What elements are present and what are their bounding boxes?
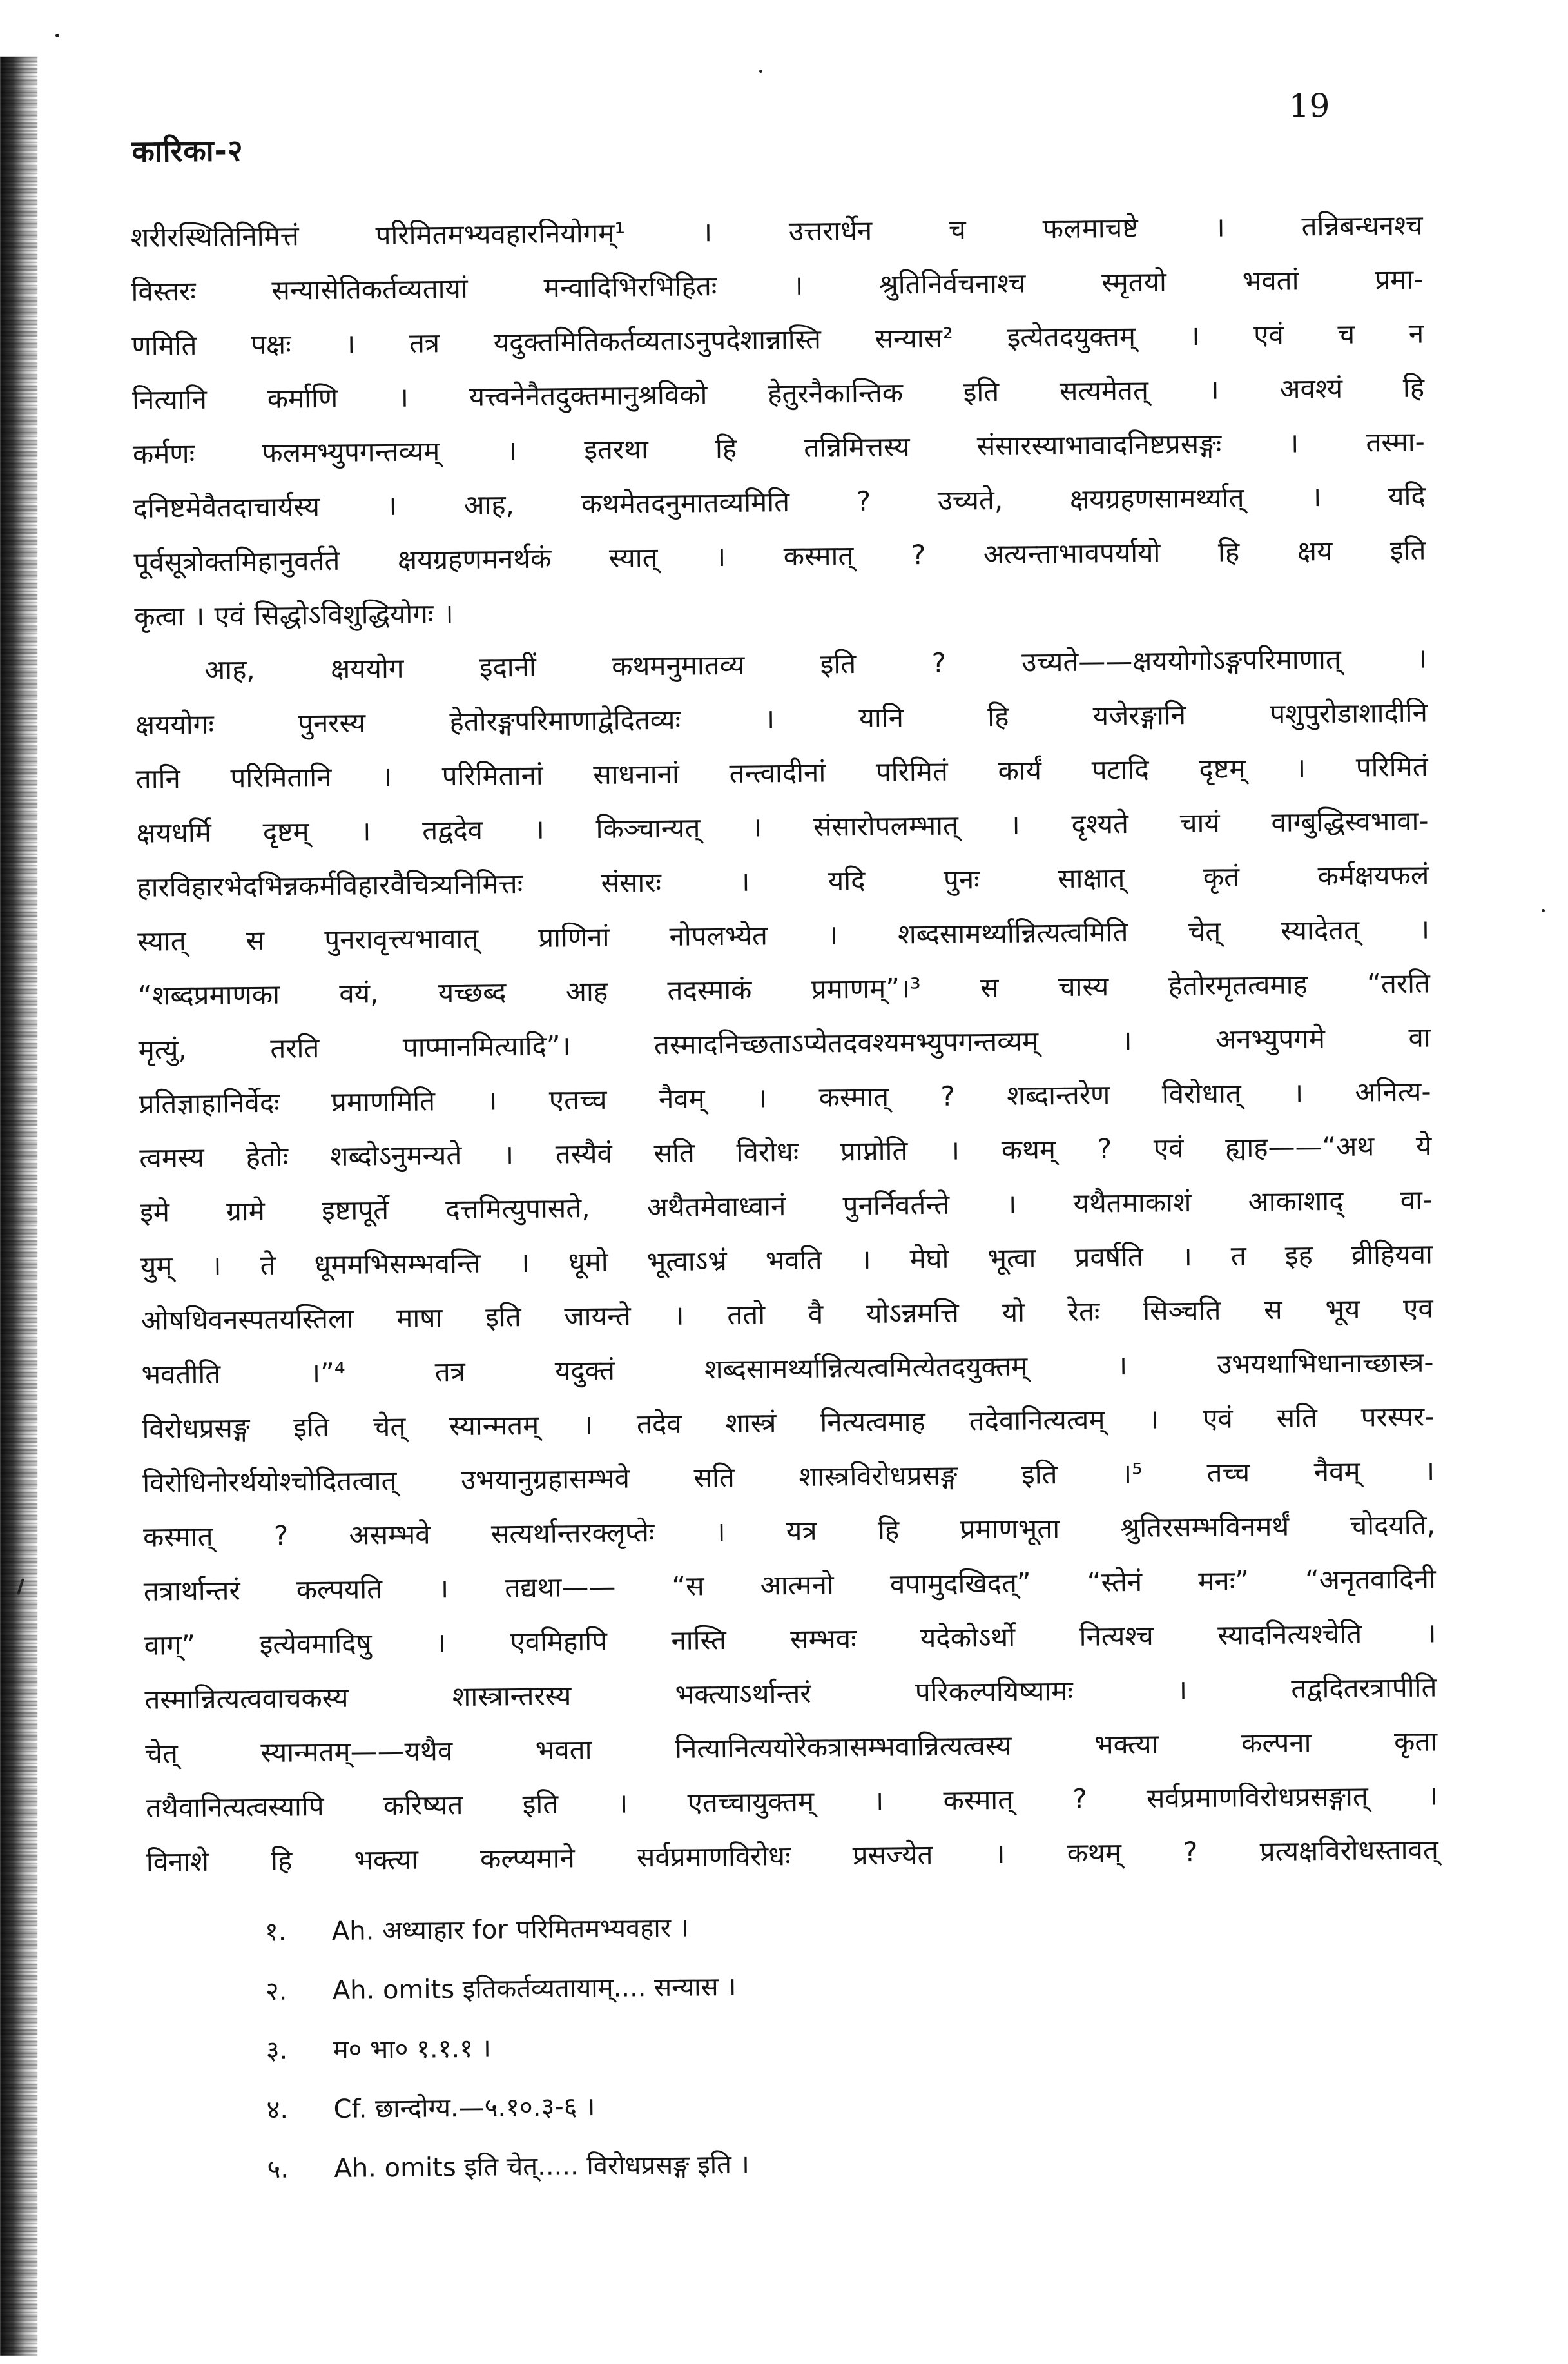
text-line: तत्रार्थान्तरं कल्पयति । तद्यथा—— “स आत्मनो वपामुदखिदत्” “स्तेनं मनः” “अनृतवादिनी — [143, 1563, 1437, 1607]
body-text-block — [130, 199, 1438, 1890]
text-line: वाग्” इत्येवमादिषु । एवमिहापि नास्ति सम्भवः यदेकोऽर्थो नित्यश्च स्यादनित्यश्चेति । — [144, 1617, 1437, 1661]
text-line: शरीरस्थितिनिमित्तं परिमितमभ्यवहारनियोगम्¹ । उत्तरार्धेन च फलमाचष्टे । तन्निबन्धनश्च — [130, 209, 1423, 253]
text-line: भवतीति ।”⁴ तत्र यदुक्तं शब्दसामर्थ्यान्नित्यत्वमित्येतदयुक्तम् । उभयथाभिधानाच्छास्त्र- — [141, 1346, 1434, 1391]
footnote-number: ४. — [266, 2095, 289, 2125]
footnote-number: ५. — [267, 2154, 289, 2184]
text-line: पूर्वसूत्रोक्तमिहानुवर्तते क्षयग्रहणमनर्थकं स्यात् । कस्मात् ? अत्यन्ताभावपर्यायो हि क्षय इति — [133, 534, 1426, 578]
text-line: नित्यानि कर्माणि । यत्त्वनेनैतदुक्तमानुश्रविको हेतुरनैकान्तिक इति सत्यमेतत् । अवश्यं हि — [131, 371, 1425, 416]
text-line: क्षययोगः पुनरस्य हेतोरङ्गपरिमाणाद्वेदितव्यः । यानि हि यजेरङ्गानि पशुपुरोडाशादीनि — [135, 696, 1428, 741]
text-line: त्वमस्य हेतोः शब्दोऽनुमन्यते । तस्यैवं सति विरोधः प्राप्नोति । कथम् ? एवं ह्याह——“अथ ये — [139, 1129, 1432, 1174]
text-line: हारविहारभेदभिन्नकर्मविहारवैचित्र्यनिमित्तः संसारः । यदि पुनः साक्षात् कृतं कर्मक्षयफलं — [137, 859, 1429, 903]
text-line: प्रतिज्ञाहानिर्वेदः प्रमाणमिति । एतच्च नैवम् । कस्मात् ? शब्दान्तरेण विरोधात् । अनित्य- — [139, 1075, 1431, 1120]
text-line: युम् । ते धूममभिसम्भवन्ति । धूमो भूत्वाऽभ्रं भवति । मेघो भूत्वा प्रवर्षति । त इह व्रीहियवा — [140, 1238, 1433, 1282]
text-line: विरोधिनोरर्थयोश्चोदितत्वात् उभयानुग्रहासम्भवे सति शास्त्रविरोधप्रसङ्ग इति ।⁵ तच्च नैवम् । — [142, 1454, 1435, 1499]
text-line: स्यात् स पुनरावृत्त्यभावात् प्राणिनां नोपलभ्येत । शब्दसामर्थ्यान्नित्यत्वमिति चेत् स्यादेतत् । — [137, 913, 1430, 957]
footnote-item — [267, 2129, 1363, 2199]
text-line: विनाशे हि भक्त्या कल्प्यमाने सर्वप्रमाणविरोधः प्रसज्येत । कथम् ? प्रत्यक्षविरोधस्तावत् — [146, 1833, 1439, 1878]
footnote-text: Cf. छान्दोग्य.—५.१०.३-६ । — [333, 2092, 595, 2124]
footnote-text: Ah. अध्याहार for परिमितमभ्यवहार । — [331, 1913, 690, 1946]
text-line: दनिष्टमेवैतदाचार्यस्य । आह, कथमेतदनुमातव्यमिति ? उच्यते, क्षयग्रहणसामर्थ्यात् । यदि — [133, 480, 1426, 524]
text-line: तस्मान्नित्यत्ववाचकस्य शास्त्रान्तरस्य भक्त्याऽर्थान्तरं परिकल्पयिष्यामः । तद्वदितरत्रापीति — [144, 1671, 1437, 1715]
footnote-item — [265, 1951, 1361, 2021]
footnote-number: ३. — [266, 2035, 288, 2066]
text-line: “शब्दप्रमाणका वयं, यच्छब्द आह तदस्माकं प्रमाणम्”।³ स चास्य हेतोरमृतत्वमाह “तरति — [137, 967, 1431, 1011]
text-line: कस्मात् ? असम्भवे सत्यर्थान्तरक्लृप्तेः । यत्र हि प्रमाणभूता श्रुतिरसम्भविनमर्थं चोदयति, — [142, 1509, 1436, 1553]
footnote-text: Ah. omits इतिकर्तव्यतायाम्.... सन्यास । — [332, 1971, 737, 2006]
footnote-text: Ah. omits इति चेत्..... विरोधप्रसङ्ग इति । — [334, 2149, 750, 2183]
page-number: 19 — [1288, 86, 1330, 125]
text-line: क्षयधर्मि दृष्टम् । तद्वदेव । किञ्चान्यत् । संसारोपलम्भात् । दृश्यते चायं वाग्बुद्धिस्वभावा- — [136, 805, 1429, 849]
footnotes-block — [265, 1892, 1363, 2199]
text-line: विस्तरः सन्यासेतिकर्तव्यतायां मन्वादिभिरभिहितः । श्रुतिनिर्वचनाश्च स्मृतयो भवतां प्रमा- — [131, 263, 1424, 308]
text-line: तथैवानित्यत्वस्यापि करिष्यत इति । एतच्चायुक्तम् । कस्मात् ? सर्वप्रमाणविरोधप्रसङ्गात् । — [145, 1779, 1438, 1824]
footnote-item — [266, 2011, 1362, 2080]
text-line: णमिति पक्षः । तत्र यदुक्तमितिकर्तव्यताऽनुपदेशान्नास्ति सन्यास² इत्येतदयुक्तम् । एवं च न — [131, 317, 1424, 362]
text-line: तानि परिमितानि । परिमितानां साधनानां तन्त्वादीनां परिमितं कार्यं पटादि दृष्टम् । परिमितं — [135, 750, 1428, 795]
footnote-item — [265, 1892, 1361, 1962]
text-line: चेत् स्यान्मतम्——यथैव भवता नित्यानित्ययोरेकत्रासम्भवान्नित्यत्वस्य भक्त्या कल्पना कृता — [145, 1725, 1438, 1770]
text-line: इमे ग्रामे इष्टापूर्ते दत्तमित्युपासते, अथैतमेवाध्वानं पुनर्निवर्तन्ते । यथैतमाकाशं आकाशाद् वा- — [139, 1184, 1433, 1228]
text-line: ओषधिवनस्पतयस्तिला माषा इति जायन्ते । ततो वै योऽन्नमत्ति यो रेतः सिञ्चति स भूय एव — [140, 1292, 1433, 1336]
text-line-paragraph-start: आह, क्षययोग इदानीं कथमनुमातव्य इति ? उच्यते——क्षययोगोऽङ्गपरिमाणात् । — [204, 642, 1428, 686]
footnote-text: म० भा० १.१.१ । — [333, 2033, 492, 2065]
footnote-number: २. — [265, 1976, 287, 2006]
text-line: विरोधप्रसङ्ग इति चेत् स्यान्मतम् । तदेव शास्त्रं नित्यत्वमाह तदेवानित्यत्वम् । एवं सति परस्पर- — [142, 1400, 1435, 1445]
footnote-number: १. — [264, 1917, 287, 1947]
running-header-karika: कारिका-२ — [131, 133, 244, 169]
text-line: कर्मणः फलमभ्युपगन्तव्यम् । इतरथा हि तन्निमित्तस्य संसारस्याभावादनिष्टप्रसङ्गः । तस्मा- — [132, 425, 1426, 470]
footnote-item — [266, 2070, 1362, 2140]
text-line: मृत्युं, तरति पाप्मानमित्यादि”। तस्मादनिच्छताऽप्येतदवश्यमभ्युपगन्तव्यम् । अनभ्युपगमे वा — [138, 1021, 1431, 1066]
text-line-paragraph-end: कृत्वा । एवं सिद्धोऽविशुद्धियोगः । — [134, 598, 454, 632]
